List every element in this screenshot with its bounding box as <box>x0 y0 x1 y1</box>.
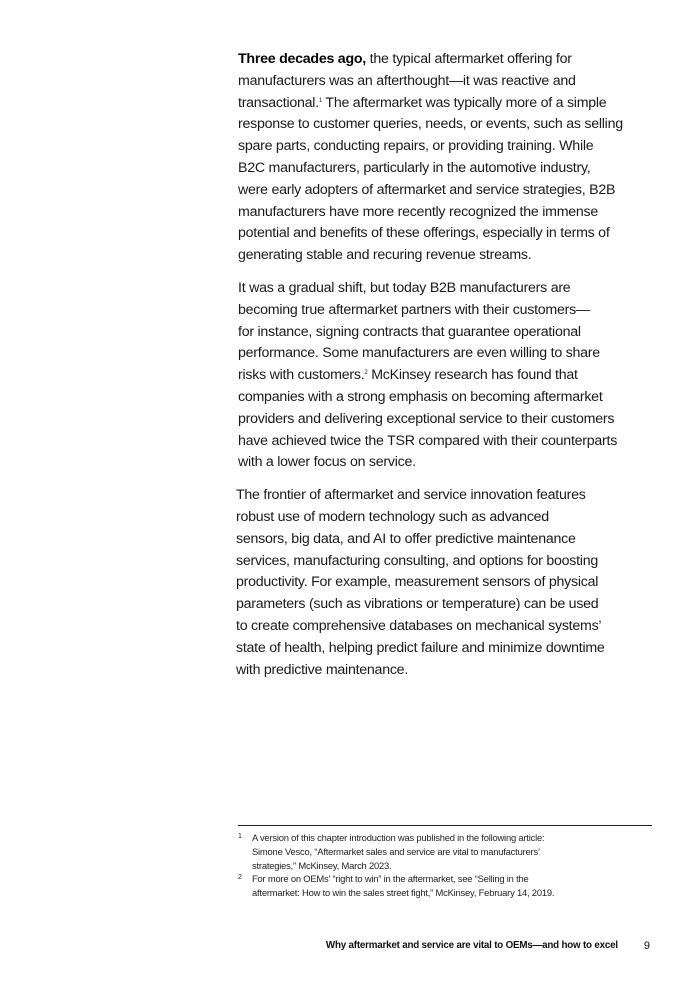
paragraph-1-text-a: the typical aftermarket offering for manufacturers was an afterthought—it was reactive and transactional. <box>238 51 576 111</box>
footnote-text-1: A version of this chapter introduction was published in the following article: Simone Vesco, “Aftermarket sales and service are vital to manufacturers’ strategies,” McKinsey, March 2023. <box>252 832 545 871</box>
paragraph-3: The frontier of aftermarket and service innovation features robust use of modern technology such as advanced sensors, big data, and AI to offer predictive maintenance services, manufacturing consulting, and options for boosting productivity. For example, measurement sensors of physical parameters (such as vibrations or temperature) can be used to create comprehensive databases on mechanical systems’ state of health, helping predict failure and minimize downtime with predictive maintenance. <box>236 487 605 678</box>
page-number: 9 <box>643 940 650 952</box>
paragraph-2 <box>238 278 658 474</box>
footnote-2 <box>238 872 652 900</box>
paragraph-1-text-b: The aftermarket was typically more of a simple response to customer queries, needs, or events, such as selling spare parts, conducting repairs, or providing training. While B2C manufacturers, particularly in the automotive industry, were early adopters of aftermarket and service strategies, B2B manufacturers have more recently recognized the immense potential and benefits of these offerings, especially in terms of generating stable and recuring revenue streams. <box>238 94 623 264</box>
running-title: Why aftermarket and service are vital to OEMs—and how to excel <box>325 940 618 951</box>
footnote-1 <box>238 831 652 872</box>
paragraph-2-text-a: It was a gradual shift, but today B2B manufacturers are becoming true aftermarket partners with their customers— for instance, signing contracts that guarantee operational performance. Some manufacturers are even willing to share risks with customers. <box>238 279 600 384</box>
footnote-number-1: 1 <box>238 833 242 840</box>
body-text <box>238 49 658 692</box>
page-footer <box>238 940 652 952</box>
footnote-number-2: 2 <box>238 874 242 882</box>
paragraph-1 <box>238 49 658 267</box>
footnote-text-2: For more on OEMs’ “right to win” in the aftermarket, see “Selling in the aftermarket: How to win the sales street fight,” McKinsey, February 14, 2019. <box>252 873 555 899</box>
paragraph-1-lead: Three decades ago, <box>238 51 366 67</box>
footnote-ref-2[interactable]: 2 <box>364 370 368 377</box>
paragraph-2-text-b: McKinsey research has found that companies with a strong emphasis on becoming aftermarket providers and delivering exceptional service to their customers have achieved twice the TSR compared with their counterparts with a lower focus on service. <box>238 367 618 471</box>
footnotes <box>238 825 652 900</box>
footnote-ref-1[interactable]: 1 <box>318 97 322 104</box>
